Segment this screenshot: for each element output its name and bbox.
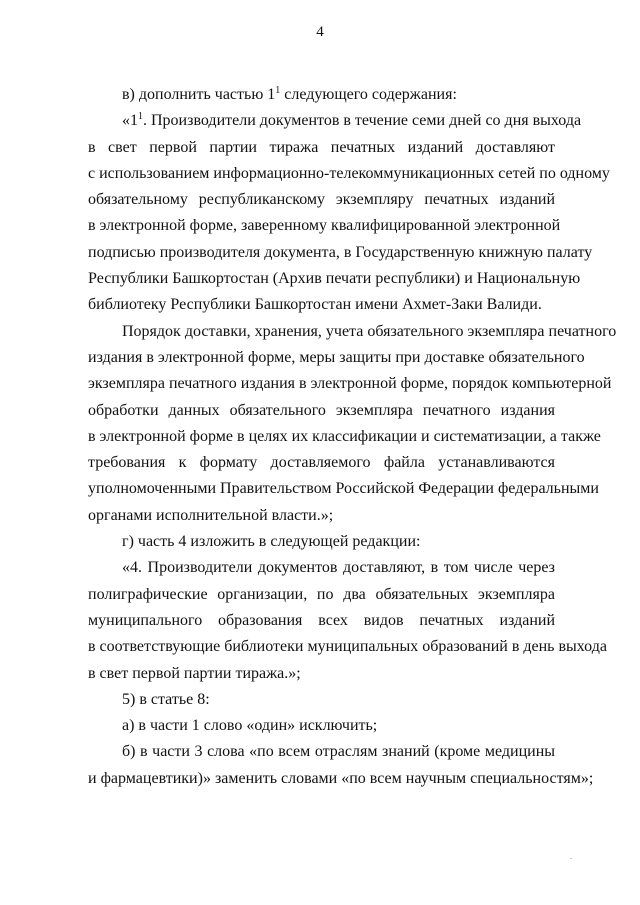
quote-line-1-text: . Производители документов в течение семи дней со дня выхода [143,112,582,130]
superscript-1: 1 [275,85,281,96]
paragraph-a: а) в части 1 слово «один» исключить; [122,717,378,735]
part4-line-5: в свет первой партии тиража.»; [88,664,301,682]
order-line-8: органами исполнительной власти.»; [88,506,334,524]
quote-line-6: подписью производителя документа, в Государственную книжную палату [88,243,593,261]
quote-line-2: в свет первой партии тиража печатных изданий доставляют [88,138,555,156]
part4-line-1: «4. Производители документов доставляют, в том числе через [122,559,555,577]
order-line-4: обработки данных обязательного экземпляра печатного издания [88,401,555,419]
order-line-5: в электронной форме в целях их классификации и систематизации, а также [88,427,601,445]
order-line-2: издания в электронной форме, меры защиты при доставке обязательного [88,348,585,366]
paragraph-v-text-2: следующего содержания: [280,86,457,103]
paragraph-v-text-1: в) дополнить частью 1 [122,86,276,103]
quote-line-7: Республики Башкортостан (Архив печати республики) и Национальную [88,270,581,288]
quote-open: «1 [122,112,138,130]
paragraph-b-line-1: б) в части 3 слова «по всем отраслям знаний (кроме медицины [122,743,555,761]
paragraph-v [88,82,555,108]
quote-line-3: с использованием информационно-телекоммуникационных сетей по одному [88,164,610,182]
paragraph-b-line-2: и фармацевтики)» заменить словами «по всем научным специальностям»; [88,769,594,787]
part4-line-2: полиграфические организации, по два обязательных экземпляра [88,585,555,603]
order-line-1: Порядок доставки, хранения, учета обязательного экземпляра печатного [122,322,617,340]
order-line-6: требования к формату доставляемого файла устанавливаются [88,454,555,472]
quote-line-4: обязательному республиканскому экземпляру печатных изданий [88,191,555,209]
part4-line-3: муниципального образования всех видов печатных изданий [88,611,555,629]
quote-line-8: библиотеку Республики Башкортостан имени Ахмет-Заки Валиди. [88,296,542,314]
document-body [88,82,617,792]
paragraph-5: 5) в статье 8: [122,690,210,708]
quote-line-1 [88,108,582,134]
scan-speck [570,858,572,859]
page-number: 4 [316,24,324,40]
order-line-3: экземпляра печатного издания в электронной форме, порядок компьютерной [88,375,612,393]
paragraph-g: г) часть 4 изложить в следующей редакции: [122,533,421,551]
superscript-1: 1 [138,111,143,123]
quote-line-5: в электронной форме, заверенному квалифицированной электронной [88,217,561,235]
part4-line-4: в соответствующие библиотеки муниципальных образований в день выхода [88,638,607,656]
order-line-7: уполномоченными Правительством Российской Федерации федеральными [88,480,599,498]
